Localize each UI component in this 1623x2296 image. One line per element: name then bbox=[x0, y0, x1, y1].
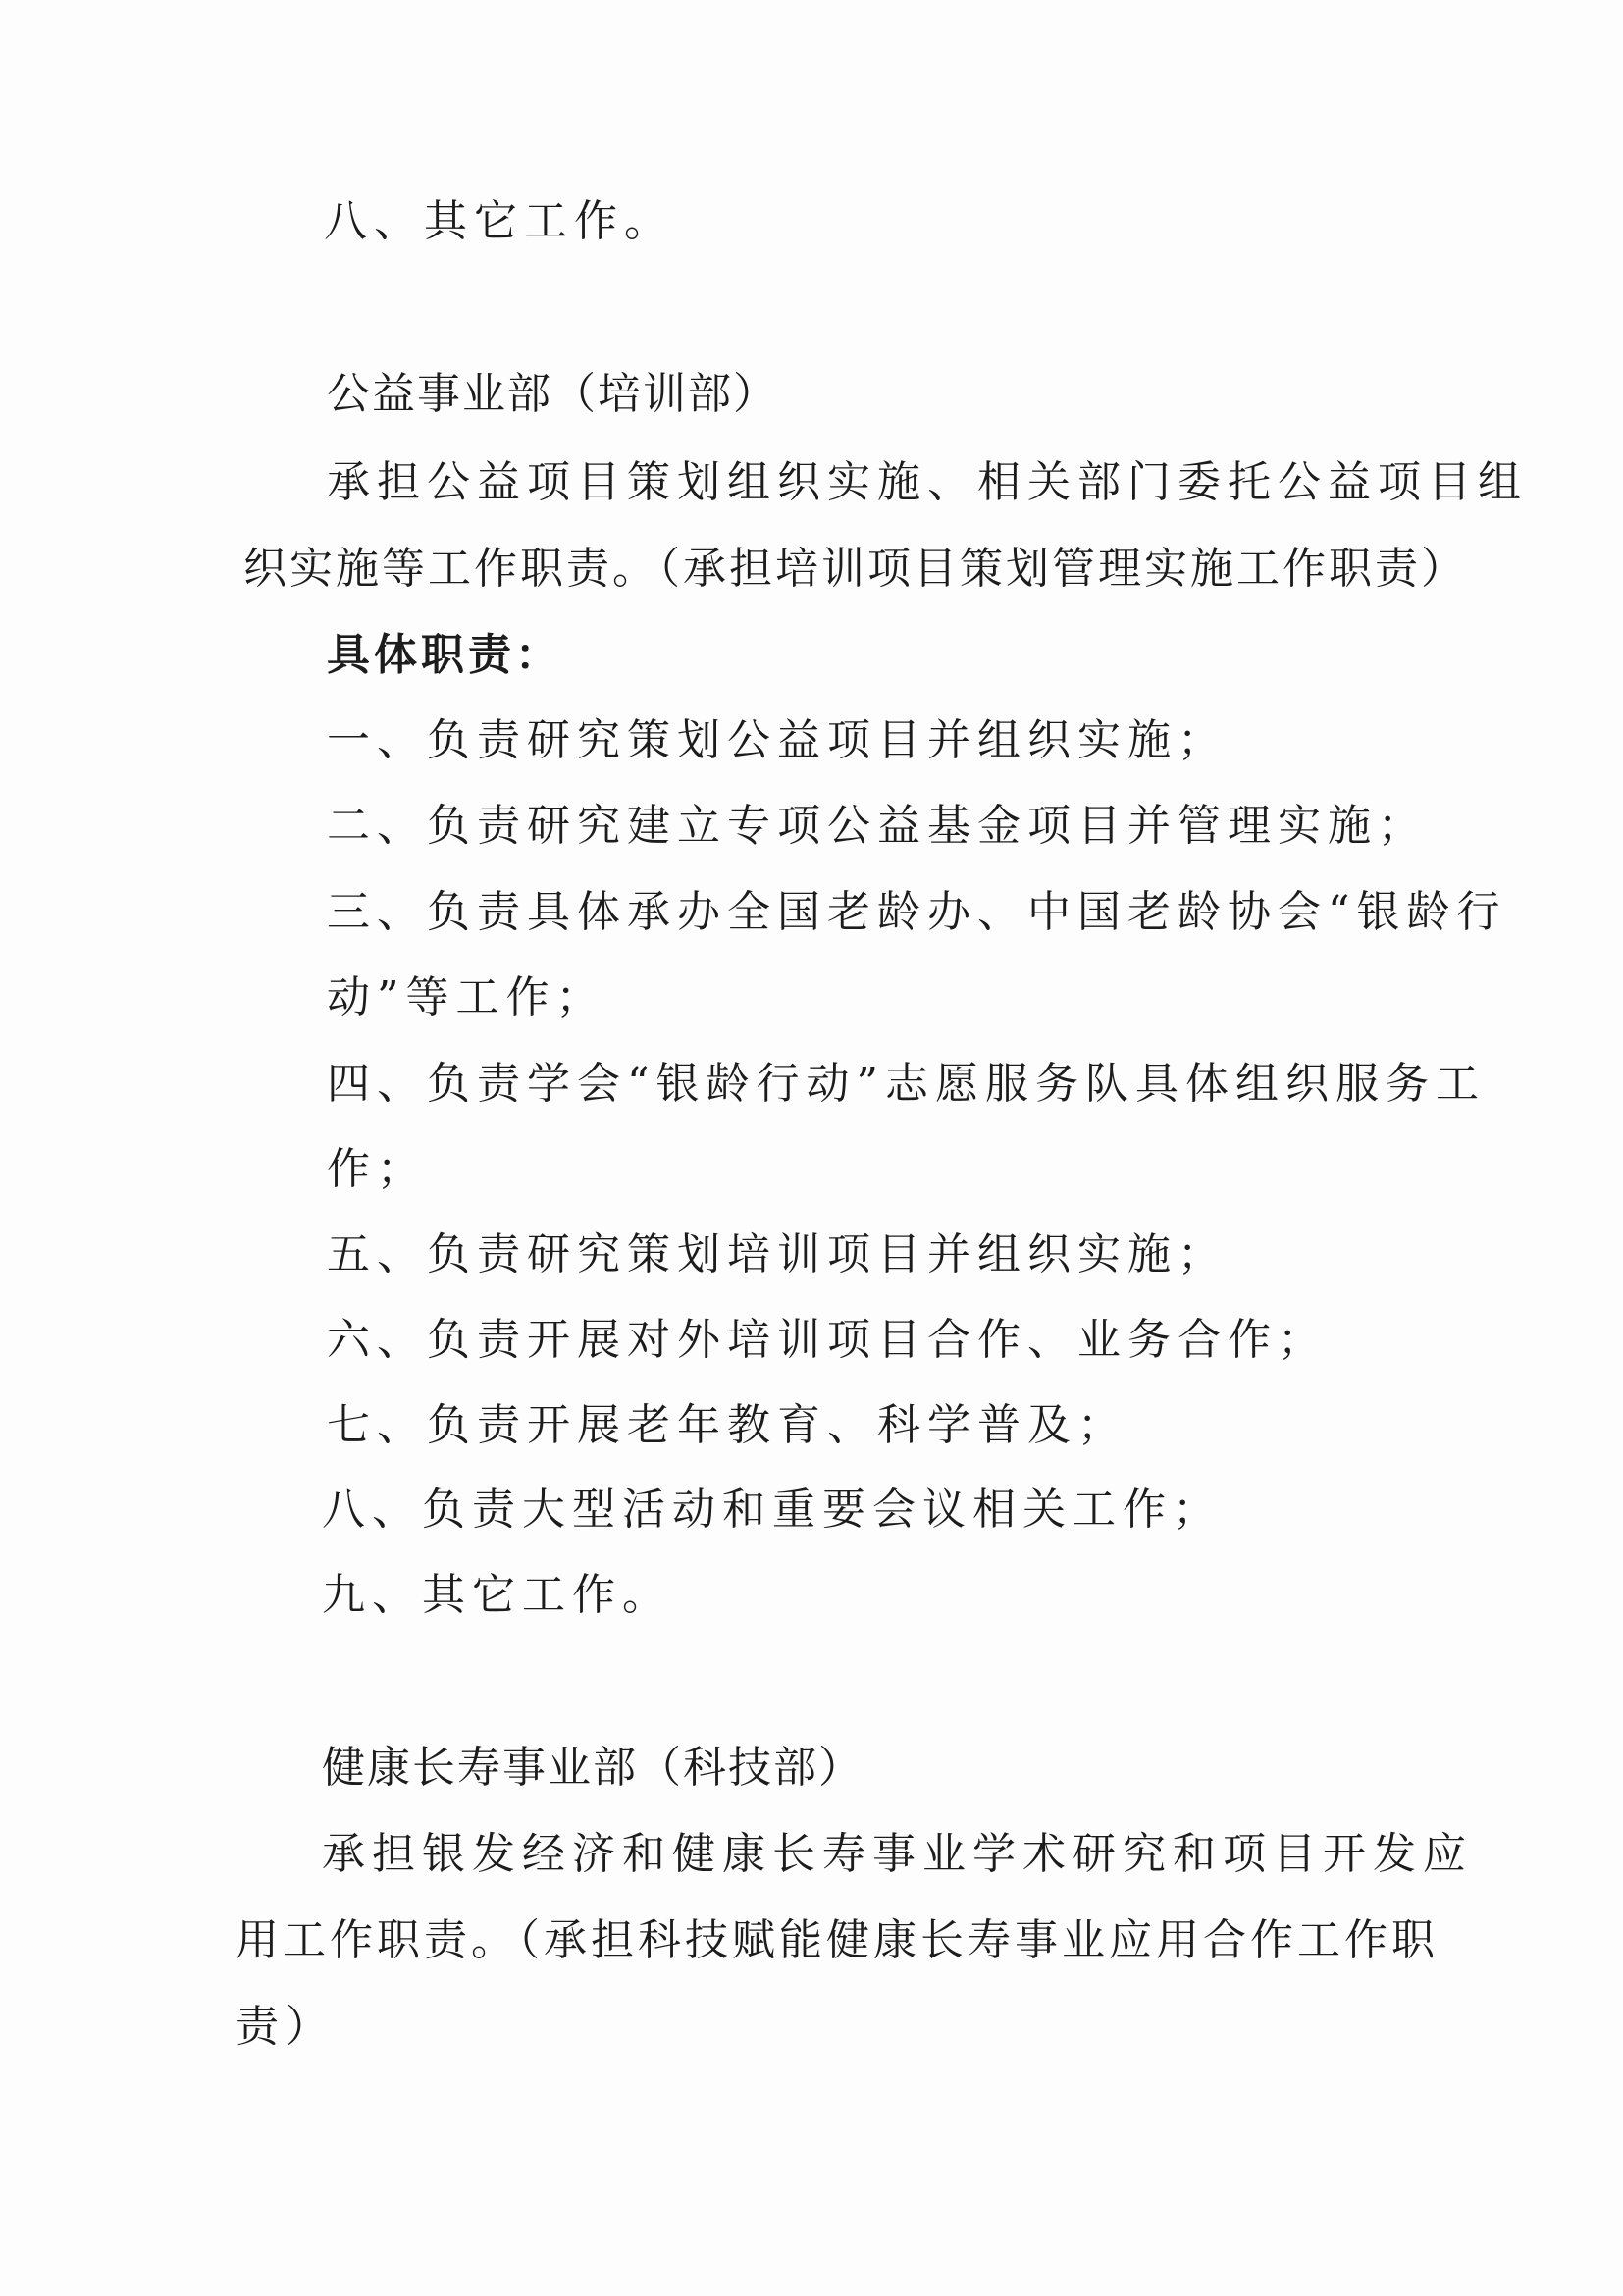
public-welfare-heading: 公益事业部（培训部） bbox=[327, 369, 778, 419]
prev-section-item-8: 八、其它工作。 bbox=[324, 196, 674, 246]
duty-item-4-cont: 作； bbox=[327, 1144, 427, 1194]
health-longevity-intro-line-1: 承担银发经济和健康长寿事业学术研究和项目开发应 bbox=[322, 1829, 1473, 1879]
public-welfare-intro-line-2: 织实施等工作职责。（承担培训项目策划管理实施工作职责） bbox=[243, 544, 1467, 594]
duty-item-3: 三、负责具体承办全国老龄办、中国老龄协会“银龄行 bbox=[327, 887, 1507, 937]
health-longevity-heading: 健康长寿事业部（科技部） bbox=[322, 1743, 864, 1793]
duty-item-7: 七、负责开展老年教育、科学普及； bbox=[327, 1400, 1127, 1450]
duty-item-8: 八、负责大型活动和重要会议相关工作； bbox=[322, 1485, 1223, 1535]
duties-label: 具体职责： bbox=[327, 630, 562, 680]
health-longevity-intro-line-3: 责） bbox=[236, 2002, 336, 2052]
duty-item-9: 九、其它工作。 bbox=[322, 1570, 672, 1620]
duty-item-1: 一、负责研究策划公益项目并组织实施； bbox=[327, 715, 1228, 765]
duty-item-6: 六、负责开展对外培训项目合作、业务合作； bbox=[327, 1315, 1328, 1365]
public-welfare-intro-line-1: 承担公益项目策划组织实施、相关部门委托公益项目组 bbox=[327, 457, 1528, 507]
duty-item-5: 五、负责研究策划培训项目并组织实施； bbox=[327, 1229, 1228, 1279]
duty-item-2: 二、负责研究建立专项公益基金项目并管理实施； bbox=[327, 801, 1428, 851]
duty-item-4: 四、负责学会“银龄行动”志愿服务队具体组织服务工 bbox=[327, 1059, 1486, 1109]
health-longevity-intro-line-2: 用工作职责。（承担科技赋能健康长寿事业应用合作工作职 bbox=[236, 1915, 1439, 1965]
duty-item-3-cont: 动”等工作； bbox=[327, 972, 606, 1022]
